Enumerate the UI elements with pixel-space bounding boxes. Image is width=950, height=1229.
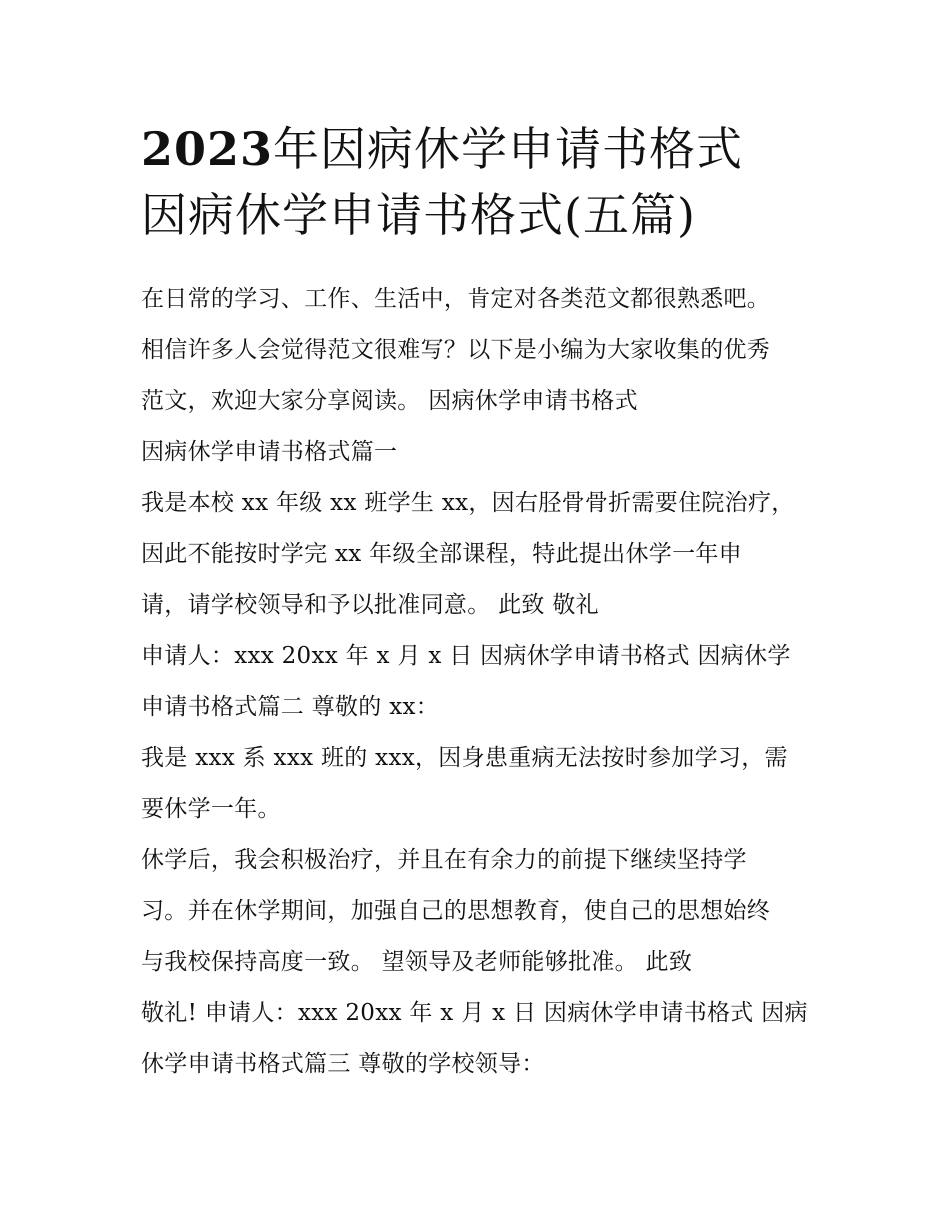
body-line: 请，请学校领导和予以批准同意。 此致 敬礼 — [141, 592, 599, 618]
title-line-1 — [141, 116, 861, 182]
title-line-1-text: 年因病休学申请书格式 — [273, 122, 744, 176]
body-line: 与我校保持高度一致。 望领导及老师能够批准。 此致 — [141, 949, 693, 975]
body-line: 申请书格式篇二 尊敬的 xx： — [141, 694, 440, 720]
body-line: 敬礼! 申请人：xxx 20xx 年 x 月 x 日 因病休学申请书格式 因病 — [141, 1000, 808, 1026]
body-line: 我是 xxx 系 xxx 班的 xxx，因身患重病无法按时参加学习，需 — [141, 745, 788, 771]
body-line: 在日常的学习、工作、生活中，肯定对各类范文都很熟悉吧。 — [141, 286, 771, 312]
body-line: 申请人：xxx 20xx 年 x 月 x 日 因病休学申请书格式 因病休学 — [141, 643, 791, 669]
document-body — [141, 274, 831, 1090]
body-line: 习。并在休学期间，加强自己的思想教育，使自己的思想始终 — [141, 898, 771, 924]
section-heading: 因病休学申请书格式篇一 — [141, 439, 398, 465]
body-line: 范文，欢迎大家分享阅读。 因病休学申请书格式 — [141, 388, 638, 414]
title-line-2: 因病休学申请书格式(五篇) — [141, 188, 696, 242]
body-line: 休学后，我会积极治疗，并且在有余力的前提下继续坚持学 — [141, 847, 747, 873]
body-line: 休学申请书格式篇三 尊敬的学校领导： — [141, 1051, 545, 1077]
title-year: 2023 — [141, 122, 274, 176]
body-line: 相信许多人会觉得范文很难写？以下是小编为大家收集的优秀 — [141, 337, 771, 363]
document-title — [141, 116, 861, 248]
body-line: 我是本校 xx 年级 xx 班学生 xx，因右胫骨骨折需要住院治疗， — [141, 490, 795, 516]
body-line: 因此不能按时学完 xx 年级全部课程，特此提出休学一年申 — [141, 541, 742, 567]
body-line: 要休学一年。 — [141, 796, 281, 822]
